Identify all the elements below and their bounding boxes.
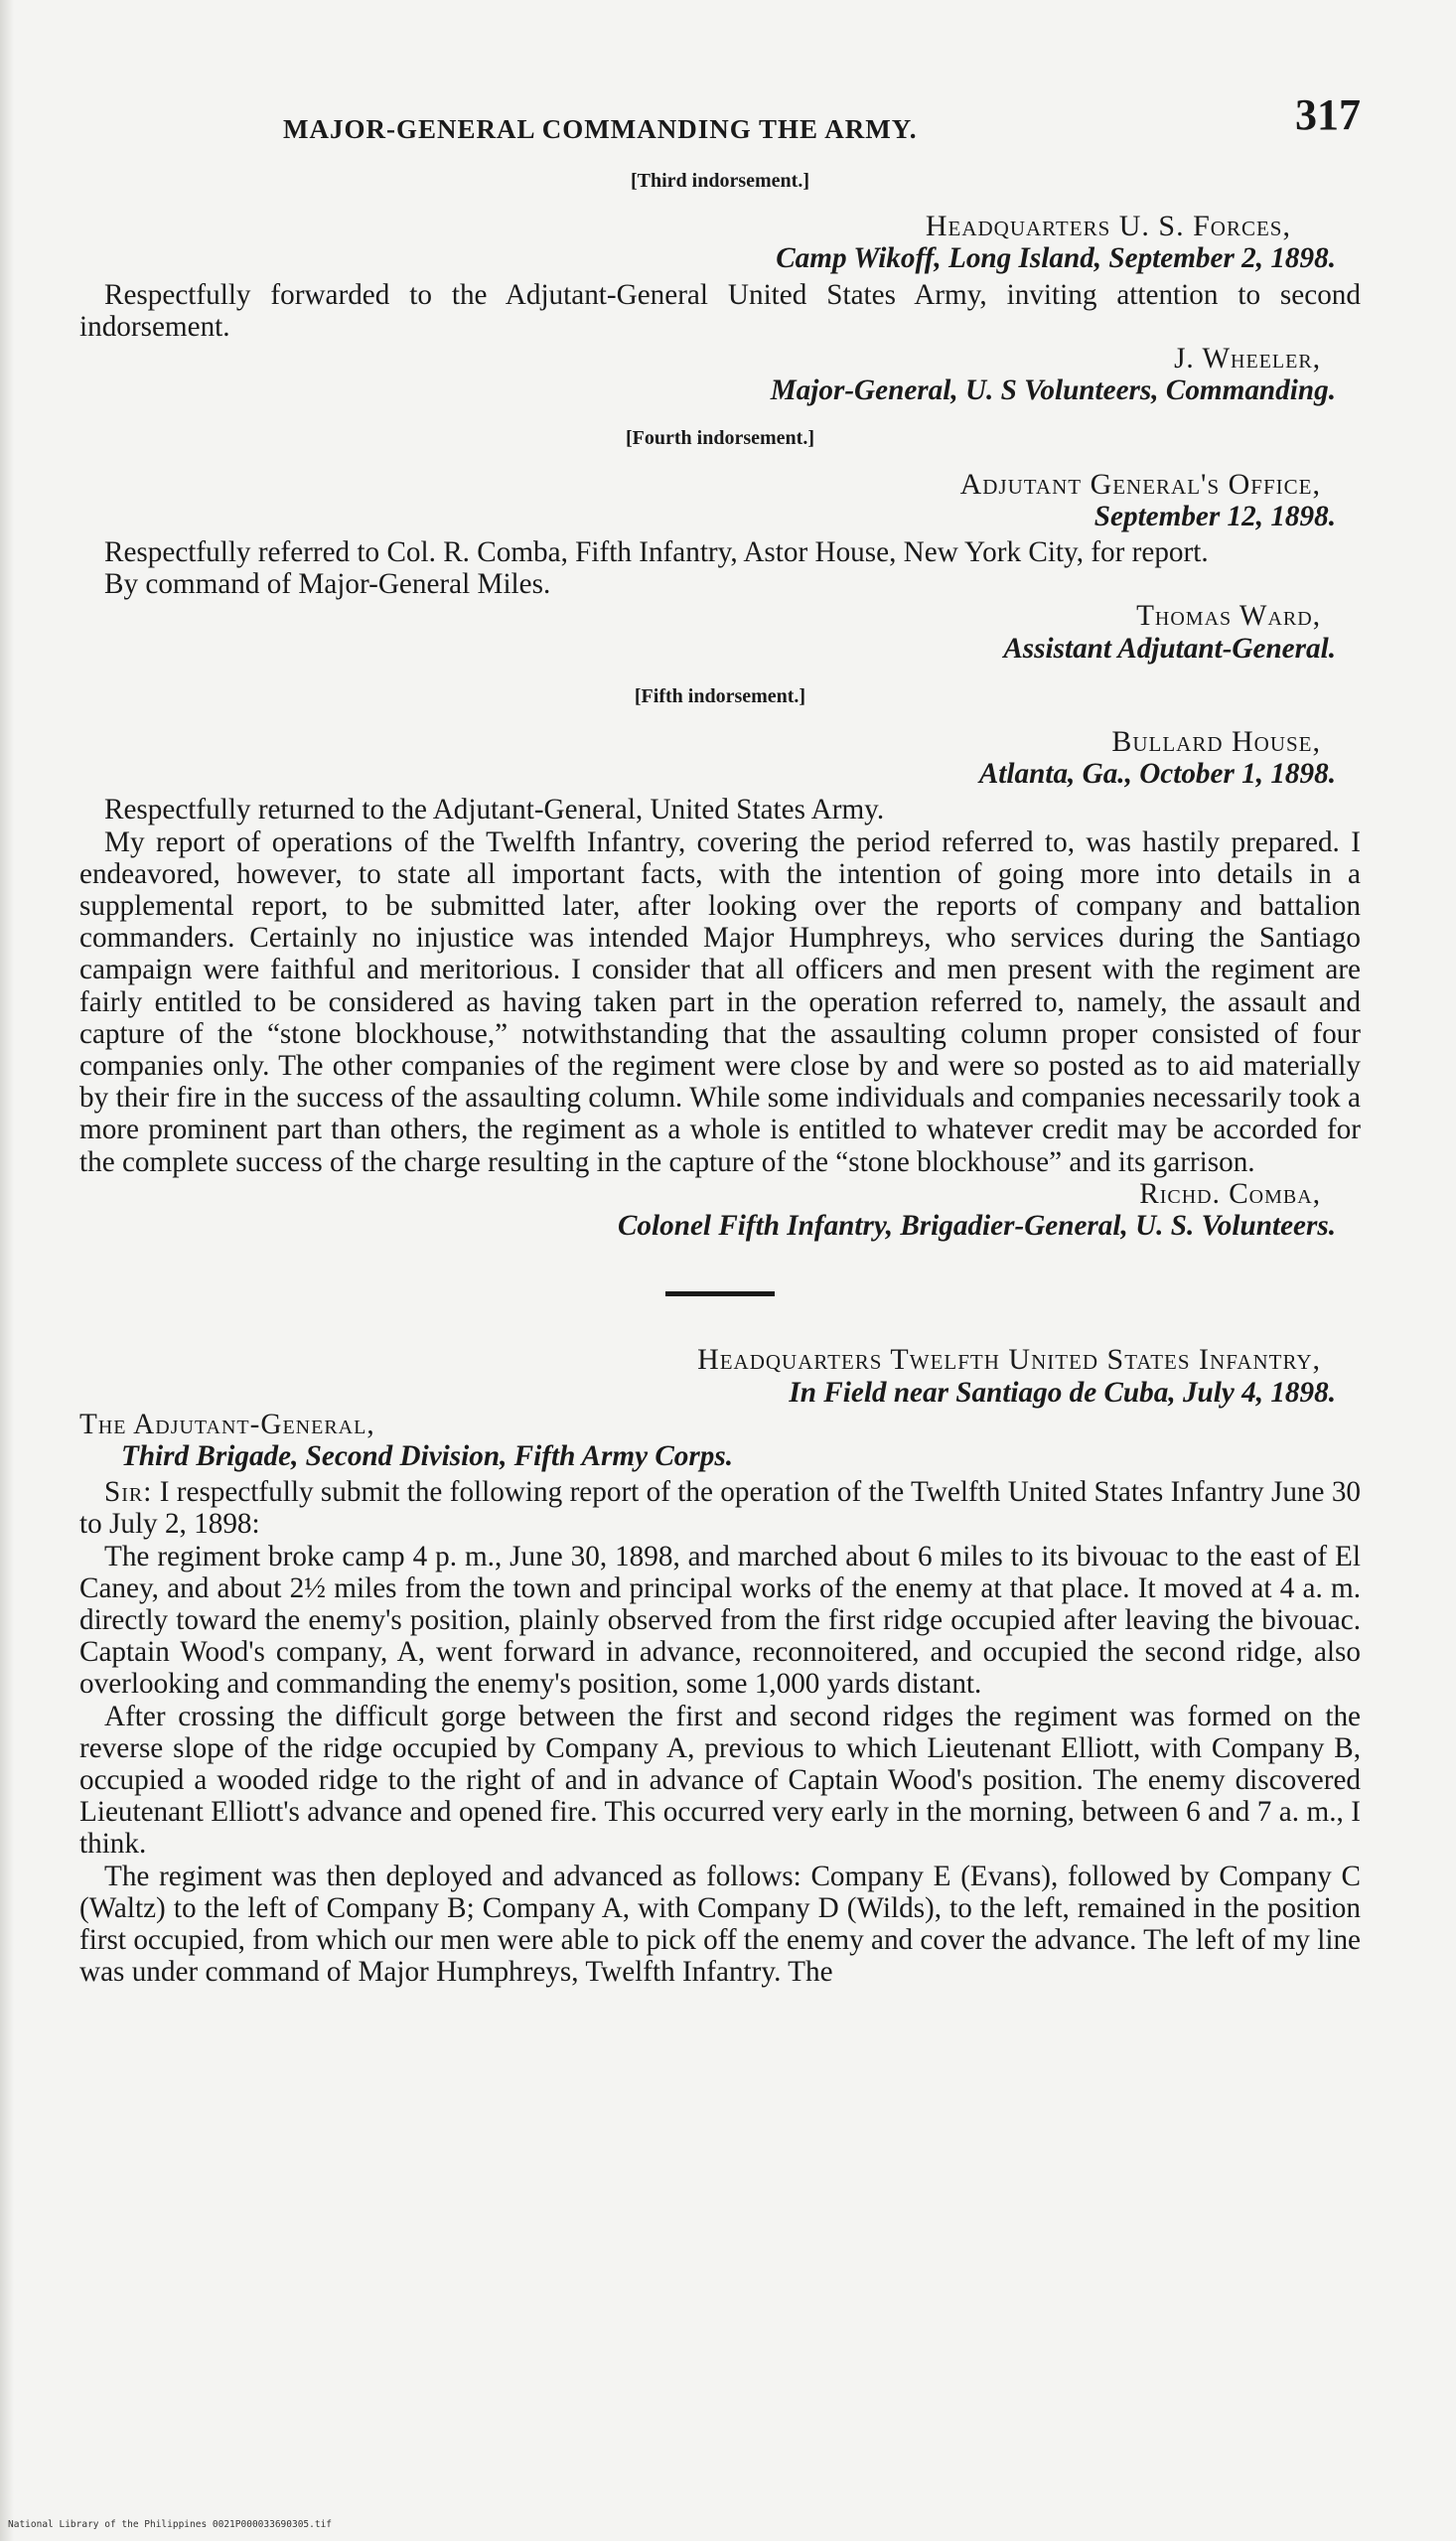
third-date: Camp Wikoff, Long Island, September 2, 1898.	[776, 242, 1336, 275]
scan-edge-shadow	[0, 0, 14, 2541]
running-head	[79, 90, 1361, 155]
fourth-signature-name: Thomas Ward,	[1136, 600, 1321, 633]
report-paragraph-4: The regiment was then deployed and advanced as follows: Company E (Evans), followed by Company C (Waltz) to the left of Company B; Company A, with Company D (Wilds), to the left, remained in the position first occupied, from which our men were able to pick off the enemy and cover the advance. The left of my line was under command of Major Humphreys, Twelfth Infantry. The	[79, 1860, 1361, 1989]
fourth-signature-title: Assistant Adjutant-General.	[1003, 632, 1336, 665]
fifth-indorsement	[79, 680, 1361, 1242]
third-signature-title: Major-General, U. S Volunteers, Commanding.	[770, 374, 1336, 407]
fifth-body-1: Respectfully returned to the Adjutant-General, United States Army.	[104, 794, 885, 826]
report-paragraph-2: The regiment broke camp 4 p. m., June 30, 1898, and marched about 6 miles to its bivouac to the east of El Caney, and about 2½ miles from the town and principal works of the enemy at that place. It moved at 4 a. m. directly toward the enemy's position, plainly observed from the first ridge occupied after leaving the bivouac. Captain Wood's company, A, went forward in advance, reconnoitered, and occupied the second ridge, also overlooking and commanding the enemy's position, some 1,000 yards distant.	[79, 1540, 1361, 1701]
third-indorsement	[79, 165, 1361, 406]
report-addressee-sub: Third Brigade, Second Division, Fifth Army Corps.	[121, 1439, 733, 1472]
fourth-indorsement	[79, 422, 1361, 664]
third-place: Headquarters U. S. Forces,	[925, 210, 1291, 243]
report-paragraph-3: After crossing the difficult gorge between the first and second ridges the regiment was formed on the reverse slope of the ridge occupied by Company A, previous to which Lieutenant Elliott, with Company B, occupied a wooded ridge to the right of and in advance of Captain Wood's position. The enemy discovered Lieutenant Elliott's advance and opened fire. This occurred very early in the morning, between 6 and 7 a. m., I think.	[79, 1700, 1361, 1861]
fifth-signature-title: Colonel Fifth Infantry, Brigadier-General, U. S. Volunteers.	[617, 1210, 1336, 1243]
third-body: Respectfully forwarded to the Adjutant-General United States Army, inviting attention to second indorsement.	[79, 278, 1361, 343]
fourth-command: By command of Major-General Miles.	[104, 568, 551, 601]
running-title: MAJOR-GENERAL COMMANDING THE ARMY.	[283, 114, 918, 144]
fifth-date: Atlanta, Ga., October 1, 1898.	[978, 758, 1336, 791]
report-paragraph-1: I respectfully submit the following report of the operation of the Twelfth United States Infantry June 30 to July 2, 1898:	[79, 1476, 1362, 1541]
fourth-date: September 12, 1898.	[1093, 500, 1336, 532]
report-date: In Field near Santiago de Cuba, July 4, 1898.	[789, 1376, 1336, 1409]
scan-footer-note: National Library of the Philippines 0021P000033690305.tif	[8, 2519, 333, 2530]
text-column	[79, 90, 1362, 1989]
fifth-body-2: My report of operations of the Twelfth Infantry, covering the period referred to, was hastily prepared. I endeavored, however, to state all important facts, with the intention of going more into details in a supplemental report, to be submitted later, after looking over the reports of company and battalion commanders. Certainly no injustice was intended Major Humphreys, who services during the Santiago campaign were faithful and meritorious. I consider that all officers and men present with the regiment are fairly entitled to be considered as having taken part in the operation referred to, namely, the assault and capture of the “stone blockhouse,” notwithstanding that the assaulting column proper consisted of four companies only. The other companies of the regiment were close by and were so posted as to aid materially by their fire in the success of the assaulting column. While some individuals and companies necessarily took a more prominent part than others, the regiment as a whole is entitled to whatever credit may be accorded for the complete success of the charge resulting in the capture of the “stone blockhouse” and its garrison.	[79, 825, 1361, 1178]
fifth-place: Bullard House,	[1111, 725, 1321, 759]
report-salutation: Sir:	[104, 1476, 153, 1509]
page-number: 317	[1295, 90, 1361, 139]
fourth-indorsement-label: [Fourth indorsement.]	[626, 427, 814, 450]
third-signature-name: J. Wheeler,	[1174, 343, 1321, 375]
third-indorsement-label: [Third indorsement.]	[631, 170, 809, 192]
regiment-report	[79, 1344, 1361, 1988]
section-divider	[665, 1291, 775, 1296]
fourth-body: Respectfully referred to Col. R. Comba, Fifth Infantry, Astor House, New York City, for report.	[104, 536, 1209, 569]
report-place: Headquarters Twelfth United States Infantry,	[697, 1343, 1321, 1377]
report-addressee: The Adjutant-General,	[79, 1408, 375, 1440]
fifth-indorsement-label: [Fifth indorsement.]	[634, 684, 806, 707]
fifth-signature-name: Richd. Comba,	[1139, 1177, 1321, 1210]
fourth-place: Adjutant General's Office,	[959, 467, 1321, 501]
